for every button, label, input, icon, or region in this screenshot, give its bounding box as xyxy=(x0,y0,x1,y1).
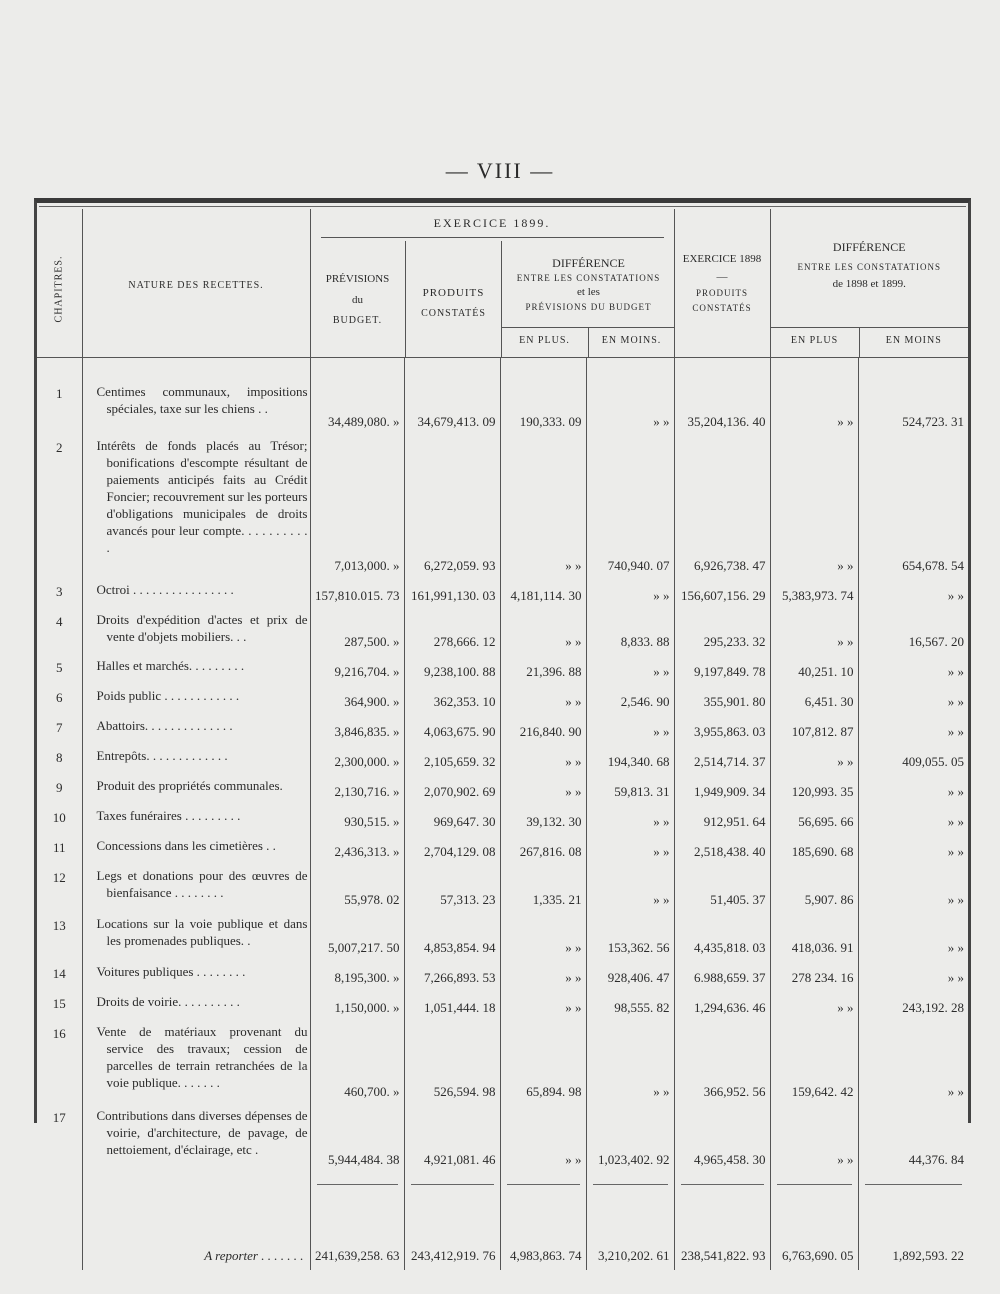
cell-en-plus: 216,840. 90 xyxy=(500,714,586,744)
cell-previsions: 3,846,835. » xyxy=(310,714,404,744)
header-difference-1899 xyxy=(502,255,675,314)
table-row xyxy=(37,684,968,714)
cell-en-plus: » » xyxy=(500,774,586,804)
cell-en-moins-2: 409,055. 05 xyxy=(858,744,968,774)
cell-en-plus: 39,132. 30 xyxy=(500,804,586,834)
cell-en-plus-2: » » xyxy=(770,990,858,1020)
cell-previsions: 9,216,704. » xyxy=(310,654,404,684)
cell-en-plus-2: 185,690. 68 xyxy=(770,834,858,864)
recette-label-text: Halles et marchés. . . . . . . . . xyxy=(96,658,245,673)
chapter-number: 17 xyxy=(52,1110,66,1125)
cell-previsions: 7,013,000. » xyxy=(310,434,404,578)
recette-label xyxy=(82,864,310,912)
chapter-number: 10 xyxy=(52,810,66,825)
recette-label-text: Vente de matériaux provenant du service des travaux; cession de parcelles de terrain retranchées de la voie publique. . . . . . . xyxy=(96,1024,308,1090)
chapter-number: 3 xyxy=(56,584,63,599)
chapter-number: 5 xyxy=(56,660,63,675)
chapter-number: 11 xyxy=(52,840,66,855)
table-row xyxy=(37,434,968,578)
cell-en-plus: 4,181,114. 30 xyxy=(500,578,586,608)
cell-en-plus-2: 56,695. 66 xyxy=(770,804,858,834)
cell-produits: 526,594. 98 xyxy=(404,1020,500,1104)
cell-exercice-1898: 2,514,714. 37 xyxy=(674,744,770,774)
cell-en-moins: 59,813. 31 xyxy=(586,774,674,804)
report-en-plus-2: 6,763,690. 05 xyxy=(770,1194,858,1270)
cell-produits: 4,063,675. 90 xyxy=(404,714,500,744)
header-diff2-l2: ENTRE LES CONSTATATIONS xyxy=(797,261,942,272)
cell-exercice-1898: 9,197,849. 78 xyxy=(674,654,770,684)
cell-exercice-1898: 1,294,636. 46 xyxy=(674,990,770,1020)
cell-previsions: 364,900. » xyxy=(310,684,404,714)
table-row xyxy=(37,608,968,654)
cell-produits: 1,051,444. 18 xyxy=(404,990,500,1020)
cell-exercice-1898: 6.988,659. 37 xyxy=(674,960,770,990)
page-number: — VIII — xyxy=(445,158,555,183)
cell-en-plus-2: 278 234. 16 xyxy=(770,960,858,990)
revenue-table xyxy=(37,209,968,1270)
table-row xyxy=(37,864,968,912)
cell-produits: 4,921,081. 46 xyxy=(404,1104,500,1172)
cell-produits: 34,679,413. 09 xyxy=(404,380,500,434)
table-row xyxy=(37,1020,968,1104)
header-previsions xyxy=(311,269,405,330)
cell-en-moins: » » xyxy=(586,834,674,864)
recette-label xyxy=(82,714,310,744)
recette-label-text: Produit des propriétés communales. xyxy=(96,778,283,793)
header-en-moins-2: EN MOINS xyxy=(885,335,942,346)
cell-exercice-1898: 295,233. 32 xyxy=(674,608,770,654)
table-row xyxy=(37,380,968,434)
cell-produits: 278,666. 12 xyxy=(404,608,500,654)
cell-en-plus: » » xyxy=(500,608,586,654)
cell-exercice-1898: 355,901. 80 xyxy=(674,684,770,714)
header-exercice-1898 xyxy=(674,209,770,358)
cell-en-plus: 267,816. 08 xyxy=(500,834,586,864)
recette-label xyxy=(82,608,310,654)
header-previsions-l3: BUDGET. xyxy=(332,314,383,326)
chapter-number: 9 xyxy=(56,780,63,795)
cell-produits: 969,647. 30 xyxy=(404,804,500,834)
recette-label xyxy=(82,990,310,1020)
cell-en-moins-2: » » xyxy=(858,684,968,714)
report-previsions: 241,639,258. 63 xyxy=(310,1194,404,1270)
cell-en-moins: 8,833. 88 xyxy=(586,608,674,654)
recette-label-text: Abattoirs. . . . . . . . . . . . . . xyxy=(96,718,233,733)
cell-previsions: 55,978. 02 xyxy=(310,864,404,912)
revenue-table-frame xyxy=(34,198,971,1263)
header-ex98-l4: CONSTATÉS xyxy=(692,302,752,313)
cell-en-plus-2: 40,251. 10 xyxy=(770,654,858,684)
cell-produits: 7,266,893. 53 xyxy=(404,960,500,990)
cell-en-plus: » » xyxy=(500,990,586,1020)
header-nature-label: NATURE DES RECETTES. xyxy=(128,280,264,291)
header-diff1-l2: ENTRE LES CONSTATATIONS xyxy=(516,273,661,284)
cell-en-plus-2: 107,812. 87 xyxy=(770,714,858,744)
header-exercice-1899 xyxy=(310,209,674,358)
header-diff1-l1: DIFFÉRENCE xyxy=(552,256,625,270)
report-exercice-1898: 238,541,822. 93 xyxy=(674,1194,770,1270)
report-row xyxy=(37,1194,968,1270)
recette-label-text: Centimes communaux, impositions spéciales, taxe sur les chiens . . xyxy=(96,384,308,416)
cell-en-plus-2: 120,993. 35 xyxy=(770,774,858,804)
header-difference-9899 xyxy=(770,209,968,358)
cell-previsions: 2,130,716. » xyxy=(310,774,404,804)
cell-en-plus-2: » » xyxy=(770,608,858,654)
cell-en-moins-2: » » xyxy=(858,912,968,960)
table-row xyxy=(37,804,968,834)
cell-en-moins-2: » » xyxy=(858,960,968,990)
cell-produits: 2,704,129. 08 xyxy=(404,834,500,864)
cell-en-plus-2: » » xyxy=(770,1104,858,1172)
cell-exercice-1898: 912,951. 64 xyxy=(674,804,770,834)
cell-en-moins: » » xyxy=(586,804,674,834)
recette-label xyxy=(82,654,310,684)
cell-previsions: 34,489,080. » xyxy=(310,380,404,434)
header-previsions-l1: PRÉVISIONS xyxy=(325,273,390,285)
report-en-moins: 3,210,202. 61 xyxy=(586,1194,674,1270)
cell-previsions: 460,700. » xyxy=(310,1020,404,1104)
cell-en-moins: 153,362. 56 xyxy=(586,912,674,960)
recette-label xyxy=(82,834,310,864)
table-row xyxy=(37,834,968,864)
header-en-plus-2: EN PLUS xyxy=(790,335,839,346)
header-en-plus: EN PLUS. xyxy=(519,335,570,346)
header-diff1-l4: PRÉVISIONS DU BUDGET xyxy=(525,302,652,313)
chapter-number: 6 xyxy=(56,690,63,705)
recette-label xyxy=(82,1104,310,1172)
cell-previsions: 930,515. » xyxy=(310,804,404,834)
header-ex98-l1: EXERCICE 1898 xyxy=(682,253,762,265)
recette-label xyxy=(82,912,310,960)
cell-exercice-1898: 4,965,458. 30 xyxy=(674,1104,770,1172)
header-produits-l2: CONSTATÉS xyxy=(421,307,486,319)
cell-exercice-1898: 2,518,438. 40 xyxy=(674,834,770,864)
cell-en-plus: 1,335. 21 xyxy=(500,864,586,912)
cell-exercice-1898: 4,435,818. 03 xyxy=(674,912,770,960)
recette-label xyxy=(82,1020,310,1104)
header-chapitres xyxy=(37,209,82,358)
table-row xyxy=(37,714,968,744)
header-ex98-l3: PRODUITS xyxy=(695,288,748,299)
cell-en-moins-2: 243,192. 28 xyxy=(858,990,968,1020)
cell-en-moins-2: » » xyxy=(858,774,968,804)
header-exercice-1899-label: EXERCICE 1899. xyxy=(433,216,551,230)
recette-label-text: Contributions dans diverses dépenses de voirie, d'architecture, de pavage, de nettoiement, d'éclairage, etc . xyxy=(96,1108,308,1157)
cell-en-moins-2: 524,723. 31 xyxy=(858,380,968,434)
cell-previsions: 5,944,484. 38 xyxy=(310,1104,404,1172)
cell-en-moins-2: 16,567. 20 xyxy=(858,608,968,654)
cell-en-plus-2: 418,036. 91 xyxy=(770,912,858,960)
cell-en-plus: » » xyxy=(500,1104,586,1172)
header-ex98-l2: — xyxy=(716,270,728,283)
cell-produits: 9,238,100. 88 xyxy=(404,654,500,684)
cell-previsions: 2,436,313. » xyxy=(310,834,404,864)
chapter-number: 1 xyxy=(56,386,63,401)
recette-label xyxy=(82,578,310,608)
report-produits: 243,412,919. 76 xyxy=(404,1194,500,1270)
revenue-rows xyxy=(37,358,968,1271)
cell-en-plus: 21,396. 88 xyxy=(500,654,586,684)
table-row xyxy=(37,774,968,804)
recette-label-text: Poids public . . . . . . . . . . . . xyxy=(96,688,240,703)
cell-en-moins: » » xyxy=(586,578,674,608)
cell-produits: 6,272,059. 93 xyxy=(404,434,500,578)
recette-label xyxy=(82,434,310,578)
cell-en-plus-2: 159,642. 42 xyxy=(770,1020,858,1104)
cell-produits: 362,353. 10 xyxy=(404,684,500,714)
report-en-plus: 4,983,863. 74 xyxy=(500,1194,586,1270)
recette-label-text: Intérêts de fonds placés au Trésor; bonifications d'escompte résultant de paiements anticipés faits au Crédit Foncier; recouvrement sur les porteurs d'obligations municipales de droits avancés pour leur compte. . . . . . . . . . . xyxy=(96,438,308,555)
cell-en-plus: 190,333. 09 xyxy=(500,380,586,434)
cell-en-moins: 194,340. 68 xyxy=(586,744,674,774)
recette-label xyxy=(82,804,310,834)
recette-label-text: Droits de voirie. . . . . . . . . . xyxy=(96,994,240,1009)
cell-en-plus: 65,894. 98 xyxy=(500,1020,586,1104)
recette-label-text: Octroi . . . . . . . . . . . . . . . . xyxy=(96,582,234,597)
chapter-number: 12 xyxy=(52,870,66,885)
report-en-moins-2: 1,892,593. 22 xyxy=(858,1194,968,1270)
cell-en-plus-2: » » xyxy=(770,744,858,774)
table-row xyxy=(37,912,968,960)
cell-en-plus: » » xyxy=(500,960,586,990)
cell-en-moins: 740,940. 07 xyxy=(586,434,674,578)
cell-previsions: 5,007,217. 50 xyxy=(310,912,404,960)
cell-produits: 4,853,854. 94 xyxy=(404,912,500,960)
cell-previsions: 8,195,300. » xyxy=(310,960,404,990)
table-row xyxy=(37,744,968,774)
cell-exercice-1898: 6,926,738. 47 xyxy=(674,434,770,578)
cell-previsions: 287,500. » xyxy=(310,608,404,654)
cell-exercice-1898: 366,952. 56 xyxy=(674,1020,770,1104)
cell-en-plus: » » xyxy=(500,684,586,714)
chapter-number: 2 xyxy=(56,440,63,455)
recette-label xyxy=(82,744,310,774)
header-diff2-l1: DIFFÉRENCE xyxy=(832,240,906,254)
cell-exercice-1898: 1,949,909. 34 xyxy=(674,774,770,804)
recette-label xyxy=(82,380,310,434)
cell-en-moins-2: 654,678. 54 xyxy=(858,434,968,578)
cell-en-moins: 928,406. 47 xyxy=(586,960,674,990)
cell-en-plus: » » xyxy=(500,434,586,578)
cell-en-plus-2: 5,383,973. 74 xyxy=(770,578,858,608)
table-row xyxy=(37,990,968,1020)
header-produits-l1: PRODUITS xyxy=(422,287,485,299)
chapter-number: 15 xyxy=(52,996,66,1011)
cell-en-moins: » » xyxy=(586,654,674,684)
cell-produits: 2,105,659. 32 xyxy=(404,744,500,774)
cell-en-moins-2: » » xyxy=(858,1020,968,1104)
cell-en-plus-2: » » xyxy=(770,380,858,434)
recette-label-text: Voitures publiques . . . . . . . . xyxy=(96,964,246,979)
cell-previsions: 1,150,000. » xyxy=(310,990,404,1020)
recette-label-text: Droits d'expédition d'actes et prix de vente d'objets mobiliers. . . xyxy=(96,612,308,644)
chapter-number: 14 xyxy=(52,966,66,981)
header-chapitres-label: CHAPITRES. xyxy=(53,255,65,323)
cell-exercice-1898: 35,204,136. 40 xyxy=(674,380,770,434)
cell-en-moins-2: » » xyxy=(858,804,968,834)
recette-label-text: Locations sur la voie publique et dans les promenades publiques. . xyxy=(96,916,308,948)
cell-en-moins-2: » » xyxy=(858,578,968,608)
table-row xyxy=(37,654,968,684)
cell-en-moins: 98,555. 82 xyxy=(586,990,674,1020)
header-en-moins: EN MOINS. xyxy=(601,335,662,346)
header-produits xyxy=(406,283,502,323)
cell-en-moins: » » xyxy=(586,714,674,744)
cell-en-moins-2: » » xyxy=(858,714,968,744)
cell-en-moins: » » xyxy=(586,1020,674,1104)
report-label: A reporter . . . . . . . xyxy=(204,1248,304,1263)
chapter-number: 7 xyxy=(56,720,63,735)
cell-en-moins: » » xyxy=(586,380,674,434)
chapter-number: 16 xyxy=(52,1026,66,1041)
cell-en-moins-2: 44,376. 84 xyxy=(858,1104,968,1172)
recette-label xyxy=(82,960,310,990)
recette-label-text: Entrepôts. . . . . . . . . . . . . xyxy=(96,748,228,763)
table-row xyxy=(37,1104,968,1172)
table-row xyxy=(37,960,968,990)
chapter-number: 13 xyxy=(52,918,66,933)
cell-exercice-1898: 3,955,863. 03 xyxy=(674,714,770,744)
cell-en-moins: 2,546. 90 xyxy=(586,684,674,714)
cell-en-moins: 1,023,402. 92 xyxy=(586,1104,674,1172)
header-diff2-l3: de 1898 et 1899. xyxy=(832,277,906,290)
cell-en-moins-2: » » xyxy=(858,864,968,912)
cell-previsions: 2,300,000. » xyxy=(310,744,404,774)
recette-label-text: Legs et donations pour des œuvres de bienfaisance . . . . . . . . xyxy=(96,868,308,900)
cell-en-moins-2: » » xyxy=(858,654,968,684)
recette-label xyxy=(82,774,310,804)
cell-exercice-1898: 156,607,156. 29 xyxy=(674,578,770,608)
header-diff1-l3: et les xyxy=(577,286,600,299)
cell-produits: 57,313. 23 xyxy=(404,864,500,912)
cell-en-moins: » » xyxy=(586,864,674,912)
cell-produits: 2,070,902. 69 xyxy=(404,774,500,804)
recette-label-text: Concessions dans les cimetières . . xyxy=(96,838,276,853)
recette-label xyxy=(82,684,310,714)
cell-en-plus-2: » » xyxy=(770,434,858,578)
cell-en-plus-2: 6,451. 30 xyxy=(770,684,858,714)
chapter-number: 4 xyxy=(56,614,63,629)
chapter-number: 8 xyxy=(56,750,63,765)
header-previsions-l2: du xyxy=(352,293,363,306)
recette-label-text: Taxes funéraires . . . . . . . . . xyxy=(96,808,241,823)
cell-exercice-1898: 51,405. 37 xyxy=(674,864,770,912)
cell-en-plus: » » xyxy=(500,912,586,960)
cell-en-plus-2: 5,907. 86 xyxy=(770,864,858,912)
table-row xyxy=(37,578,968,608)
header-nature xyxy=(82,209,310,358)
cell-previsions: 157,810.015. 73 xyxy=(310,578,404,608)
cell-en-plus: » » xyxy=(500,744,586,774)
cell-produits: 161,991,130. 03 xyxy=(404,578,500,608)
cell-en-moins-2: » » xyxy=(858,834,968,864)
